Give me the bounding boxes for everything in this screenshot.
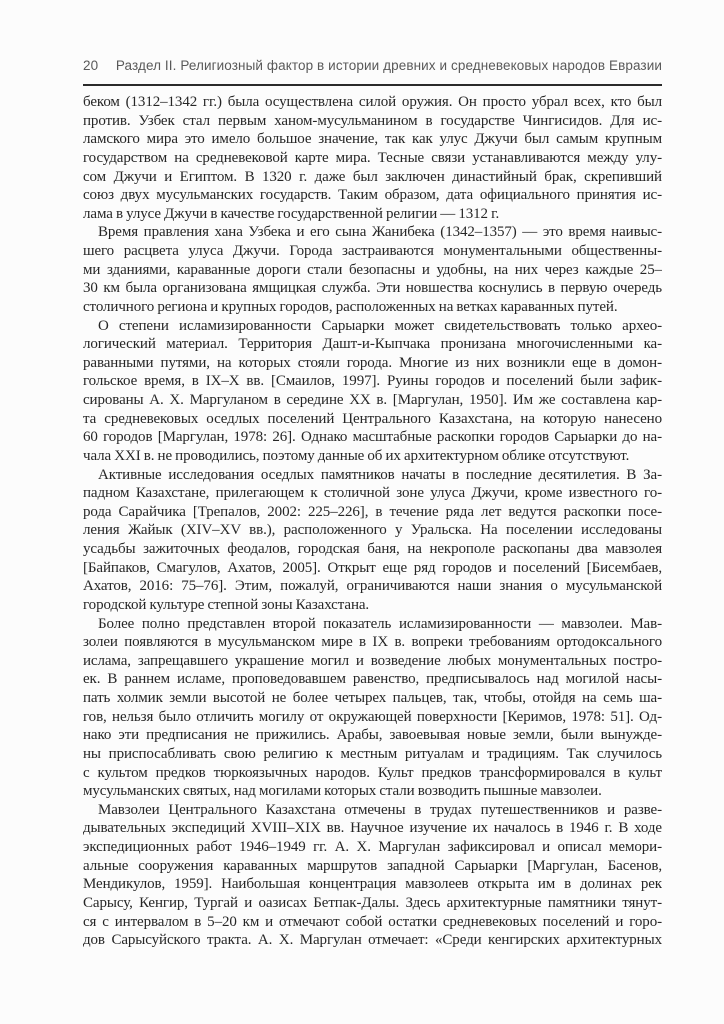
text-line: альные сооружения караванных маршрутов западной Сарыарки [Маргулан, Басенов, bbox=[83, 857, 662, 874]
text-line: 30 км была организована ямщицкая служба. Эти новшества коснулись в первую очередь bbox=[83, 280, 662, 297]
text-line: дов Сарысуйского тракта. А. Х. Маргулан отмечает: «Среди кенгирских архитектурных bbox=[83, 932, 662, 949]
text-line: ны приспосабливать свою религию к местным ритуалам и традициям. Так случилось bbox=[83, 745, 662, 762]
text-line: сом Джучи и Египтом. В 1320 г. даже был заключен династийный брак, скрепивший bbox=[83, 168, 662, 185]
page-number: 20 bbox=[83, 58, 99, 73]
header-rule bbox=[83, 84, 662, 86]
paragraph-3 bbox=[83, 317, 662, 466]
text-line: Мавзолеи Центрального Казахстана отмечены в трудах путешественников и разве- bbox=[98, 801, 662, 818]
text-line: мусульманских святых, над могилами которых стали возводить пышные мавзолеи. bbox=[83, 783, 602, 800]
text-line: столичного региона и крупных городов, расположенных на ветках караванных путей. bbox=[83, 298, 618, 315]
running-title: Раздел II. Религиозный фактор в истории древних и средневековых народов Евразии bbox=[115, 58, 662, 73]
text-line: Более полно представлен второй показатель исламизированности — мавзолеи. Мав- bbox=[98, 615, 662, 632]
text-line: падном Казахстане, прилегающем к столичной зоне улуса Джучи, кроме известного го- bbox=[83, 485, 662, 502]
text-line: логический материал. Территория Дашт-и-Кыпчака пронизана многочисленными ка- bbox=[83, 336, 662, 353]
text-line: городской культуре степной зоны Казахстана. bbox=[83, 596, 370, 613]
text-line: ся с интервалом в 5–20 км и отмечают собой остатки средневековых поселений и горо- bbox=[83, 913, 662, 930]
text-line: государством на средневековой карте мира. Тесные связи устанавливаются между улу- bbox=[83, 149, 662, 166]
text-line: ек. В раннем исламе, проповедовавшем равенство, предписывалось над могилой насы- bbox=[83, 671, 662, 688]
text-line: [Байпаков, Смагулов, Ахатов, 2005]. Открыт еще ряд городов и поселений [Бисембаев, bbox=[83, 559, 662, 576]
paragraph-2 bbox=[83, 223, 662, 316]
text-line: Сарысу, Кенгир, Тургай и оазисах Бетпак-Далы. Здесь архитектурные памятники тянут- bbox=[83, 894, 662, 911]
text-line: усадьбы зажиточных феодалов, городская баня, на некрополе раскопаны два мавзолея bbox=[83, 541, 662, 557]
text-line: беком (1312–1342 гг.) была осуществлена силой оружия. Он просто убрал всех, кто был bbox=[83, 94, 662, 110]
text-line: Активные исследования оседлых памятников начаты в последние десятилетия. В За- bbox=[98, 466, 662, 483]
text-line: та средневековых оседлых поселений Центрального Казахстана, на которую нанесено bbox=[83, 410, 662, 427]
text-line: О степени исламизированности Сарыарки может свидетельствовать только архео- bbox=[98, 317, 662, 334]
text-line: Время правления хана Узбека и его сына Жанибека (1342–1357) — это время наивыс- bbox=[98, 224, 662, 241]
paragraph-5 bbox=[83, 615, 662, 801]
text-line: с культом предков тюркоязычных народов. Культ предков трансформировался в культ bbox=[83, 764, 662, 781]
text-line: ламского мира это имело большое значение, так как улус Джучи был самым крупным bbox=[83, 131, 662, 148]
text-line: чала XXI в. не проводились, поэтому данные об их архитектурном облике отсутствуют. bbox=[83, 447, 630, 464]
text-line: раванными путями, на которых стояли города. Многие из них возникли еще в домон- bbox=[83, 354, 662, 371]
text-line: гов, нельзя было отличить могилу от окружающей поверхности [Керимов, 1978: 51]. Од- bbox=[83, 708, 662, 725]
text-line: лама в улусе Джучи в качестве государственной религии — 1312 г. bbox=[83, 205, 500, 222]
text-line: экспедиционных работ 1946–1949 гг. А. Х. Маргулан зафиксировал и описал мемори- bbox=[83, 839, 662, 855]
text-line: ления Жайык (XIV–XV вв.), расположенного у Уральска. На поселении исследованы bbox=[83, 522, 662, 539]
text-line: шего расцвета улуса Джучи. Города застраиваются монументальными общественны- bbox=[83, 243, 662, 259]
paragraph-1 bbox=[83, 93, 662, 223]
text-line: ми зданиями, караванные дороги стали безопасны и удобны, на них через каждые 25– bbox=[83, 261, 662, 278]
text-line: нако эти предписания не прижились. Арабы, завоевывая новые земли, были вынужде- bbox=[83, 727, 662, 744]
text-line: сированы А. Х. Маргуланом в середине XX в. [Маргулан, 1950]. Им же составлена кар- bbox=[83, 392, 662, 408]
paragraph-4 bbox=[83, 466, 662, 615]
text-line: гольское время, в IX–X вв. [Смаилов, 1997]. Руины городов и поселений были зафик- bbox=[83, 373, 662, 390]
text-line: пать холмик земли высотой не более четырех пальцев, так, чтобы, отойдя на семь ша- bbox=[83, 690, 662, 706]
text-line: ислама, запрещавшего украшение могил и возведение любых монументальных постро- bbox=[83, 652, 662, 669]
text-line: золеи появляются в мусульманском мире в IX в. вопреки требованиям ортодоксального bbox=[83, 634, 662, 651]
text-line: 60 городов [Маргулан, 1978: 26]. Однако масштабные раскопки городов Сарыарки до на- bbox=[83, 429, 662, 446]
text-line: против. Узбек стал первым ханом-мусульманином в государстве Чингисидов. Для ис- bbox=[83, 112, 662, 129]
paragraph-6 bbox=[83, 801, 662, 950]
text-line: дывательных экспедиций XVIII–XIX вв. Научное изучение их началось в 1946 г. В ходе bbox=[83, 820, 662, 837]
text-line: Ахатов, 2016: 75–76]. Этим, пожалуй, ограничиваются наши знания о мусульманской bbox=[83, 578, 662, 595]
text-line: Мендикулов, 1959]. Наибольшая концентрация мавзолеев открыта им в долинах рек bbox=[83, 876, 662, 893]
running-header bbox=[83, 57, 662, 75]
text-line: союз двух мусульманских государств. Таким образом, дата официального принятия ис- bbox=[83, 187, 662, 204]
page-body bbox=[83, 93, 662, 950]
text-line: рода Сарайчика [Трепалов, 2002: 225–226], в течение ряда лет ведутся раскопки посе- bbox=[83, 503, 662, 520]
